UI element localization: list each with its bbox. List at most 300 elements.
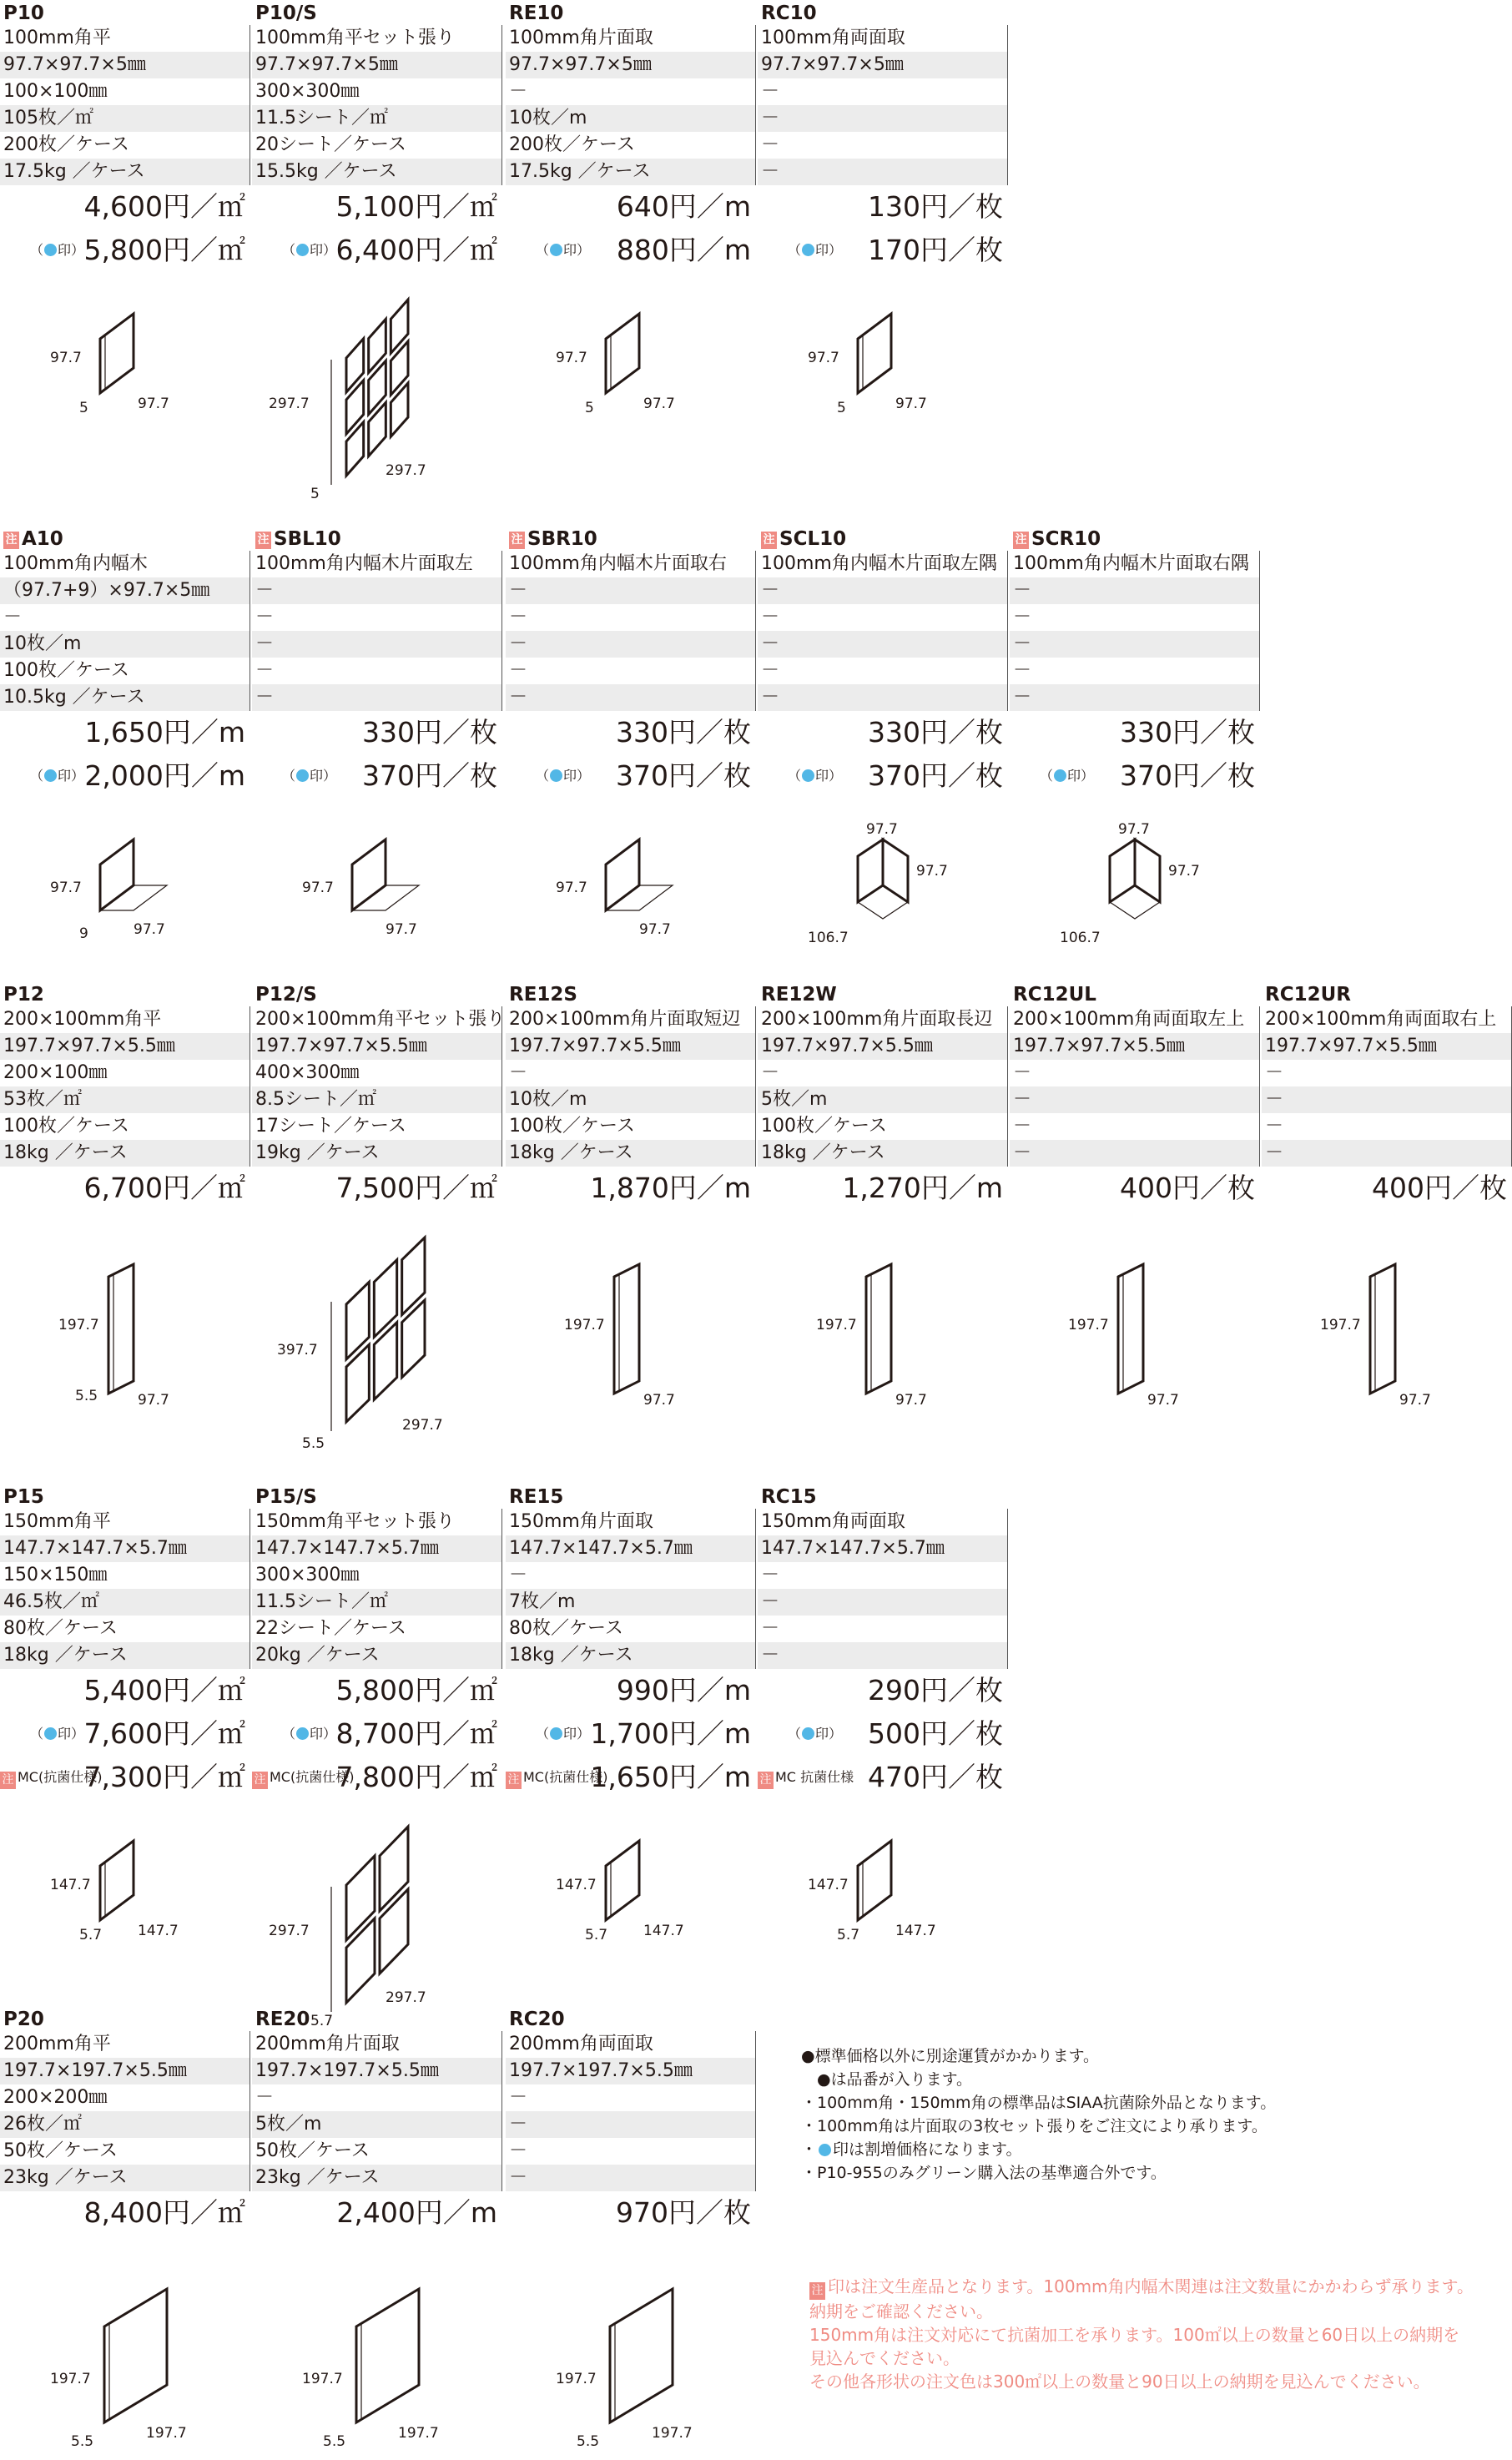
spec-row: － (252, 658, 502, 684)
spec-row: － (506, 604, 756, 631)
corner-face (1110, 839, 1135, 902)
dimension-label: 197.7 (816, 1317, 857, 1333)
dimension-label: 297.7 (402, 1417, 443, 1434)
spec-row: 200×100㎜ (0, 1060, 250, 1086)
tile-figure (506, 1218, 756, 1435)
spec-row: 5枚／m (252, 2111, 502, 2138)
spec-row: 100mm角内幅木片面取右 (506, 551, 756, 577)
tile-figure (506, 1807, 756, 1999)
price-marked-tag: （ 印） (30, 1726, 85, 1742)
spec-row: 15.5kg ／ケース (252, 159, 502, 185)
product-code (506, 526, 756, 551)
price-marked-value: 7,600円／㎡ (83, 1717, 245, 1750)
product-column (506, 981, 756, 1435)
price: 970円／枚 (616, 2196, 751, 2229)
product-column (506, 526, 756, 1023)
price-mc-tag-text: MC(抗菌仕様) (523, 1769, 608, 1785)
product-code-text: RC10 (761, 3, 817, 24)
price-marked (758, 229, 1008, 272)
tile-illustration (252, 1218, 502, 1452)
price-marked-value: 5,800円／㎡ (83, 234, 245, 266)
note-red-line: その他各形状の注文色は300㎡以上の数量と90日以上の納期を見込んでください。 (809, 2372, 1430, 2392)
price-marked (0, 229, 250, 272)
spec-row: 197.7×197.7×5.5㎜ (252, 2058, 502, 2084)
blue-dot-icon (296, 769, 309, 782)
product-code-text: RE20 (255, 2009, 310, 2030)
blue-dot-icon (44, 1727, 57, 1740)
tile-illustration (252, 2243, 502, 2460)
spec-row: 200×100mm角平セット張り (252, 1006, 502, 1033)
price-mc-tag-text: MC(抗菌仕様) (18, 1769, 103, 1785)
price-marked-value: 370円／枚 (868, 759, 1003, 792)
dimension-label: 147.7 (138, 1923, 179, 1939)
spec-row: － (758, 1642, 1008, 1669)
product-code-text: P10 (3, 3, 44, 24)
spec-row: － (506, 78, 756, 105)
product-column (1010, 981, 1260, 1435)
blue-dot-icon (44, 769, 57, 782)
price-marked-tag: （ 印） (282, 768, 337, 784)
product-column (506, 1484, 756, 2024)
dimension-label: 97.7 (556, 880, 587, 896)
price-marked-value: 2,000円／m (84, 759, 245, 792)
corner-face (1135, 839, 1160, 902)
tile-illustration (506, 280, 756, 497)
base-foot (352, 885, 419, 910)
note-mark-icon: 注 (252, 1772, 268, 1789)
spec-row: 200×100mm角片面取短辺 (506, 1006, 756, 1033)
blue-dot-icon (1054, 769, 1066, 782)
price-marked-tag: （ 印） (536, 768, 591, 784)
spec-row: 18kg ／ケース (506, 1140, 756, 1167)
price-marked-value: 880円／m (616, 234, 751, 266)
tile-figure (252, 1807, 502, 2024)
blue-dot-icon (802, 244, 814, 256)
product-column (0, 981, 250, 1435)
dimension-label: 97.7 (895, 396, 927, 412)
note-line: ・100mm角は片面取の3枚セット張りをご注文により承ります。 (801, 2117, 1268, 2135)
price-marked (252, 1712, 502, 1756)
dimension-label: 147.7 (643, 1923, 684, 1939)
big-face (610, 2289, 673, 2422)
price-marked-value: 6,400円／㎡ (335, 234, 497, 266)
spec-row: 200×200㎜ (0, 2084, 250, 2111)
spec-row: 7枚／m (506, 1589, 756, 1616)
price: 130円／枚 (868, 190, 1003, 223)
price: 8,400円／㎡ (83, 2196, 245, 2229)
product-code-text: SCR10 (1031, 528, 1101, 550)
product-code (506, 2006, 756, 2031)
note-line: ●標準価格以外に別途運賃がかかります。 (801, 2047, 1100, 2065)
product-column (758, 526, 1008, 1023)
dimension-label: 5.7 (79, 1927, 103, 1943)
spec-row: 10枚／m (506, 105, 756, 132)
notes-block (801, 2044, 1276, 2185)
spec-row: － (758, 1616, 1008, 1642)
blue-dot-icon (819, 2144, 831, 2156)
product-column (0, 2006, 250, 2460)
product-code (758, 1484, 1008, 1509)
price-mc-value: 7,300円／㎡ (83, 1761, 245, 1793)
product-column (252, 981, 506, 1452)
tall-face (1370, 1264, 1395, 1394)
spec-row: 10枚／m (0, 631, 250, 658)
product-code (1010, 526, 1260, 551)
spec-row: － (252, 684, 502, 711)
dimension-label: 97.7 (895, 1392, 927, 1409)
price: 330円／枚 (868, 716, 1003, 749)
spec-row: － (758, 604, 1008, 631)
spec-row: 197.7×97.7×5.5㎜ (0, 1033, 250, 1060)
product-code-text: RE12S (509, 984, 577, 1006)
dimension-label: 147.7 (50, 1877, 91, 1893)
dimension-label: 297.7 (386, 462, 426, 479)
price-mc-value: 7,800円／㎡ (335, 1761, 497, 1793)
dimension-label: 197.7 (398, 2425, 439, 2442)
spec-row: （97.7+9）×97.7×5㎜ (0, 577, 250, 604)
spec-row: 200×100mm角両面取右上 (1262, 1006, 1512, 1033)
dimension-label: 97.7 (1168, 863, 1200, 880)
spec-row: 200枚／ケース (506, 132, 756, 159)
note-mark-icon: 注 (506, 1772, 522, 1789)
dimension-label: 197.7 (556, 2371, 597, 2387)
note-line: ・100mm角・150mm角の標準品はSIAA抗菌除外品となります。 (801, 2094, 1277, 2112)
spec-row: 22シート／ケース (252, 1616, 502, 1642)
dimension-label: 397.7 (277, 1342, 318, 1359)
spec-row: － (252, 631, 502, 658)
price: 5,400円／㎡ (83, 1674, 245, 1706)
note-mark-icon: 注 (758, 1772, 774, 1789)
spec-row: 5枚／m (758, 1086, 1008, 1113)
notes-red-block (809, 2275, 1474, 2393)
tile-figure (1262, 1218, 1512, 1435)
spec-row: 80枚／ケース (506, 1616, 756, 1642)
spec-row: － (1010, 658, 1260, 684)
note-mark-icon: 注 (1013, 532, 1029, 549)
spec-row: 17シート／ケース (252, 1113, 502, 1140)
dimension-label: 97.7 (639, 921, 671, 938)
spec-row: － (506, 684, 756, 711)
product-code-text: SCL10 (779, 528, 847, 550)
product-code (0, 1484, 250, 1509)
note-mark-icon: 注 (255, 532, 271, 549)
product-column (1262, 981, 1512, 1435)
price-marked-value: 370円／枚 (1120, 759, 1255, 792)
tall-face (866, 1264, 891, 1394)
spec-row: 50枚／ケース (0, 2138, 250, 2165)
spec-row: 197.7×97.7×5.5㎜ (506, 1033, 756, 1060)
product-code-text: RE15 (509, 1486, 564, 1508)
price-mc-tag-text: MC(抗菌仕様) (270, 1769, 355, 1785)
spec-row: 100枚／ケース (0, 1113, 250, 1140)
product-code (0, 2006, 250, 2031)
price: 4,600円／㎡ (83, 190, 245, 223)
product-code (506, 0, 756, 25)
tile-illustration (758, 1807, 1008, 2024)
product-code (758, 526, 1008, 551)
spec-row: 197.7×97.7×5.5㎜ (1262, 1033, 1512, 1060)
tile-figure (0, 280, 250, 472)
spec-row: － (0, 604, 250, 631)
price-marked (0, 1712, 250, 1756)
product-column (506, 2006, 756, 2460)
product-code-text: P10/S (255, 3, 317, 24)
product-code-text: P15/S (255, 1486, 317, 1508)
spec-row: 150mm角片面取 (506, 1509, 756, 1535)
tile-figure (0, 1218, 250, 1435)
base-face (352, 839, 386, 910)
spec-row: － (1262, 1140, 1512, 1167)
spec-row: 8.5シート／㎡ (252, 1086, 502, 1113)
spec-row: 20kg ／ケース (252, 1642, 502, 1669)
sheet-tile (380, 1827, 408, 1911)
tile-figure (252, 280, 502, 497)
spec-row: 97.7×97.7×5㎜ (758, 52, 1008, 78)
blue-dot-icon (44, 244, 57, 256)
price-mc-value: 470円／枚 (868, 1761, 1003, 1793)
spec-row: 300×300㎜ (252, 78, 502, 105)
dimension-label: 97.7 (1118, 821, 1150, 838)
tile-figure (758, 1218, 1008, 1435)
product-code (252, 981, 502, 1006)
spec-row: － (758, 631, 1008, 658)
spec-row: 197.7×97.7×5.5㎜ (758, 1033, 1008, 1060)
spec-row: － (1010, 577, 1260, 604)
tile-figure (252, 2243, 502, 2460)
product-code (252, 0, 502, 25)
product-column (252, 0, 502, 502)
spec-row: － (506, 2084, 756, 2111)
tile-figure (0, 806, 250, 998)
spec-row: 150×150㎜ (0, 1562, 250, 1589)
spec-row: － (758, 684, 1008, 711)
tile-illustration (0, 1218, 250, 1435)
price-marked (252, 754, 502, 798)
tile-figure (758, 280, 1008, 472)
dimension-label: 9 (79, 925, 88, 942)
spec-row: 46.5枚／㎡ (0, 1589, 250, 1616)
spec-row: － (506, 2111, 756, 2138)
dimension-label: 97.7 (643, 396, 675, 412)
spec-row: 53枚／㎡ (0, 1086, 250, 1113)
tile-illustration (0, 280, 250, 497)
product-code-text: SBL10 (274, 528, 341, 550)
dimension-label: 197.7 (1320, 1317, 1361, 1333)
dimension-label: 97.7 (138, 1392, 169, 1409)
spec-row: 100枚／ケース (758, 1113, 1008, 1140)
product-code (0, 526, 250, 551)
price: 330円／枚 (616, 716, 751, 749)
product-code-text: A10 (22, 528, 63, 550)
dimension-label: 197.7 (58, 1317, 99, 1333)
blue-dot-icon (296, 244, 309, 256)
spec-row: 19kg ／ケース (252, 1140, 502, 1167)
spec-row: 200mm角平 (0, 2031, 250, 2058)
dimension-label: 297.7 (269, 1923, 310, 1939)
spec-row: － (252, 2084, 502, 2111)
price-marked-value: 500円／枚 (868, 1717, 1003, 1750)
big-face (104, 2289, 167, 2422)
spec-row: 147.7×147.7×5.7㎜ (758, 1535, 1008, 1562)
tile-illustration (506, 1807, 756, 2024)
price-marked-tag: （ 印） (1040, 768, 1095, 784)
dimension-label: 97.7 (1147, 1392, 1179, 1409)
product-column (758, 981, 1008, 1435)
dimension-label: 97.7 (138, 396, 169, 412)
dimension-label: 97.7 (866, 821, 898, 838)
spec-row: 147.7×147.7×5.7㎜ (252, 1535, 502, 1562)
tile-figure (252, 806, 502, 998)
tall-face (1118, 1264, 1143, 1394)
spec-row: － (252, 577, 502, 604)
dimension-label: 97.7 (50, 350, 82, 366)
note-mark-icon: 注 (0, 1772, 16, 1789)
base-foot (606, 885, 673, 910)
price: 5,100円／㎡ (335, 190, 497, 223)
product-code (0, 981, 250, 1006)
spec-row: 100mm角内幅木片面取左 (252, 551, 502, 577)
product-code-text: RC20 (509, 2009, 565, 2030)
price-marked-tag: （ 印） (282, 242, 337, 258)
spec-row: － (506, 1060, 756, 1086)
dimension-label: 297.7 (269, 396, 310, 412)
note-mark-icon: 注 (761, 532, 777, 549)
spec-row: 100枚／ケース (506, 1113, 756, 1140)
spec-row: 100mm角内幅木片面取右隅 (1010, 551, 1260, 577)
spec-row: 10枚／m (506, 1086, 756, 1113)
note-red-text: 印は注文生産品となります。100mm角内幅木関連は注文数量にかかわらず承ります。 (828, 2276, 1474, 2296)
spec-row: － (252, 604, 502, 631)
dimension-label: 97.7 (916, 863, 948, 880)
spec-row: － (506, 2138, 756, 2165)
dimension-label: 5 (585, 400, 594, 416)
price: 330円／枚 (362, 716, 497, 749)
dimension-label: 106.7 (1060, 930, 1101, 946)
spec-row: － (1010, 631, 1260, 658)
price: 400円／枚 (1372, 1172, 1507, 1204)
price: 1,270円／m (842, 1172, 1003, 1204)
product-code (0, 0, 250, 25)
spec-row: 100mm角平 (0, 25, 250, 52)
base-face (100, 839, 134, 910)
corner-foot (1110, 885, 1160, 919)
dimension-label: 5.7 (585, 1927, 608, 1943)
price-mc-value: 1,650円／m (590, 1761, 751, 1793)
dimension-label: 297.7 (386, 1989, 426, 2006)
product-column (252, 2006, 502, 2460)
price-marked (758, 754, 1008, 798)
price: 290円／枚 (868, 1674, 1003, 1706)
product-code-text: P15 (3, 1486, 44, 1508)
price-marked-value: 1,700円／m (590, 1717, 751, 1750)
spec-row: 200×100mm角片面取長辺 (758, 1006, 1008, 1033)
product-code (1262, 981, 1512, 1006)
spec-row: 80枚／ケース (0, 1616, 250, 1642)
dimension-label: 5.5 (577, 2433, 600, 2450)
spec-row: － (1010, 1060, 1260, 1086)
dimension-label: 5.5 (302, 1435, 325, 1452)
blue-dot-icon (550, 1727, 562, 1740)
spec-row: 97.7×97.7×5㎜ (506, 52, 756, 78)
spec-row: 97.7×97.7×5㎜ (252, 52, 502, 78)
big-face (356, 2289, 419, 2422)
product-code (758, 0, 1008, 25)
spec-row: 18kg ／ケース (758, 1140, 1008, 1167)
price-marked-tag: （ 印） (282, 1726, 337, 1742)
sheet-tile (380, 1889, 408, 1974)
note-mark-icon: 注 (809, 2282, 825, 2300)
product-column (252, 1484, 502, 2029)
price-marked-tag: （ 印） (788, 242, 843, 258)
note-red-line (809, 2275, 1474, 2300)
price-mc-tag (758, 1756, 854, 1799)
spec-row: 100mm角内幅木 (0, 551, 250, 577)
price: 990円／m (616, 1674, 751, 1706)
corner-face (858, 839, 883, 902)
spec-row: － (758, 577, 1008, 604)
dimension-label: 197.7 (564, 1317, 605, 1333)
product-code-text: P12 (3, 984, 44, 1006)
spec-row: 100mm角平セット張り (252, 25, 502, 52)
spec-row: － (1010, 1086, 1260, 1113)
dimension-label: 97.7 (808, 350, 839, 366)
price-mc (252, 1756, 502, 1799)
spec-row: － (758, 105, 1008, 132)
dimension-label: 5.5 (71, 2433, 94, 2450)
spec-row: 17.5kg ／ケース (506, 159, 756, 185)
spec-row: － (758, 1562, 1008, 1589)
tile-illustration (0, 1807, 250, 2024)
spec-row: － (506, 631, 756, 658)
tile-illustration (506, 1218, 756, 1435)
product-code (506, 981, 756, 1006)
tile-illustration (1262, 1218, 1512, 1435)
product-column (0, 526, 250, 1023)
dimension-label: 5.7 (837, 1927, 860, 1943)
price: 6,700円／㎡ (83, 1172, 245, 1204)
tall-face (108, 1264, 134, 1394)
dimension-label: 147.7 (808, 1877, 849, 1893)
spec-row: 26枚／㎡ (0, 2111, 250, 2138)
price-marked-tag: （ 印） (30, 768, 85, 784)
note-line: ・P10-955のみグリーン購入法の基準適合外です。 (801, 2164, 1167, 2182)
tile-illustration (758, 280, 1008, 497)
price-marked-value: 170円／枚 (868, 234, 1003, 266)
spec-row: 150mm角平セット張り (252, 1509, 502, 1535)
product-code (1010, 981, 1260, 1006)
price-marked-value: 8,700円／㎡ (335, 1717, 497, 1750)
sheet-tile (346, 1856, 375, 1940)
tile-illustration (506, 2243, 756, 2460)
price-mc-tag-text: MC 抗菌仕様 (775, 1769, 854, 1785)
spec-row: 400×300㎜ (252, 1060, 502, 1086)
price-marked-value: 370円／枚 (616, 759, 751, 792)
dimension-label: 97.7 (1399, 1392, 1431, 1409)
spec-row: － (1262, 1113, 1512, 1140)
spec-row: 200mm角両面取 (506, 2031, 756, 2058)
blue-dot-icon (802, 769, 814, 782)
spec-row: － (506, 2165, 756, 2191)
note-line: ●は品番が入ります。 (801, 2070, 973, 2089)
base-foot (100, 885, 167, 910)
spec-row: － (506, 1562, 756, 1589)
spec-row: － (1010, 604, 1260, 631)
blue-dot-icon (296, 1727, 309, 1740)
tile-figure (758, 1807, 1008, 1999)
spec-row: 11.5シート／㎡ (252, 1589, 502, 1616)
spec-row: － (758, 658, 1008, 684)
price-marked (506, 1712, 756, 1756)
